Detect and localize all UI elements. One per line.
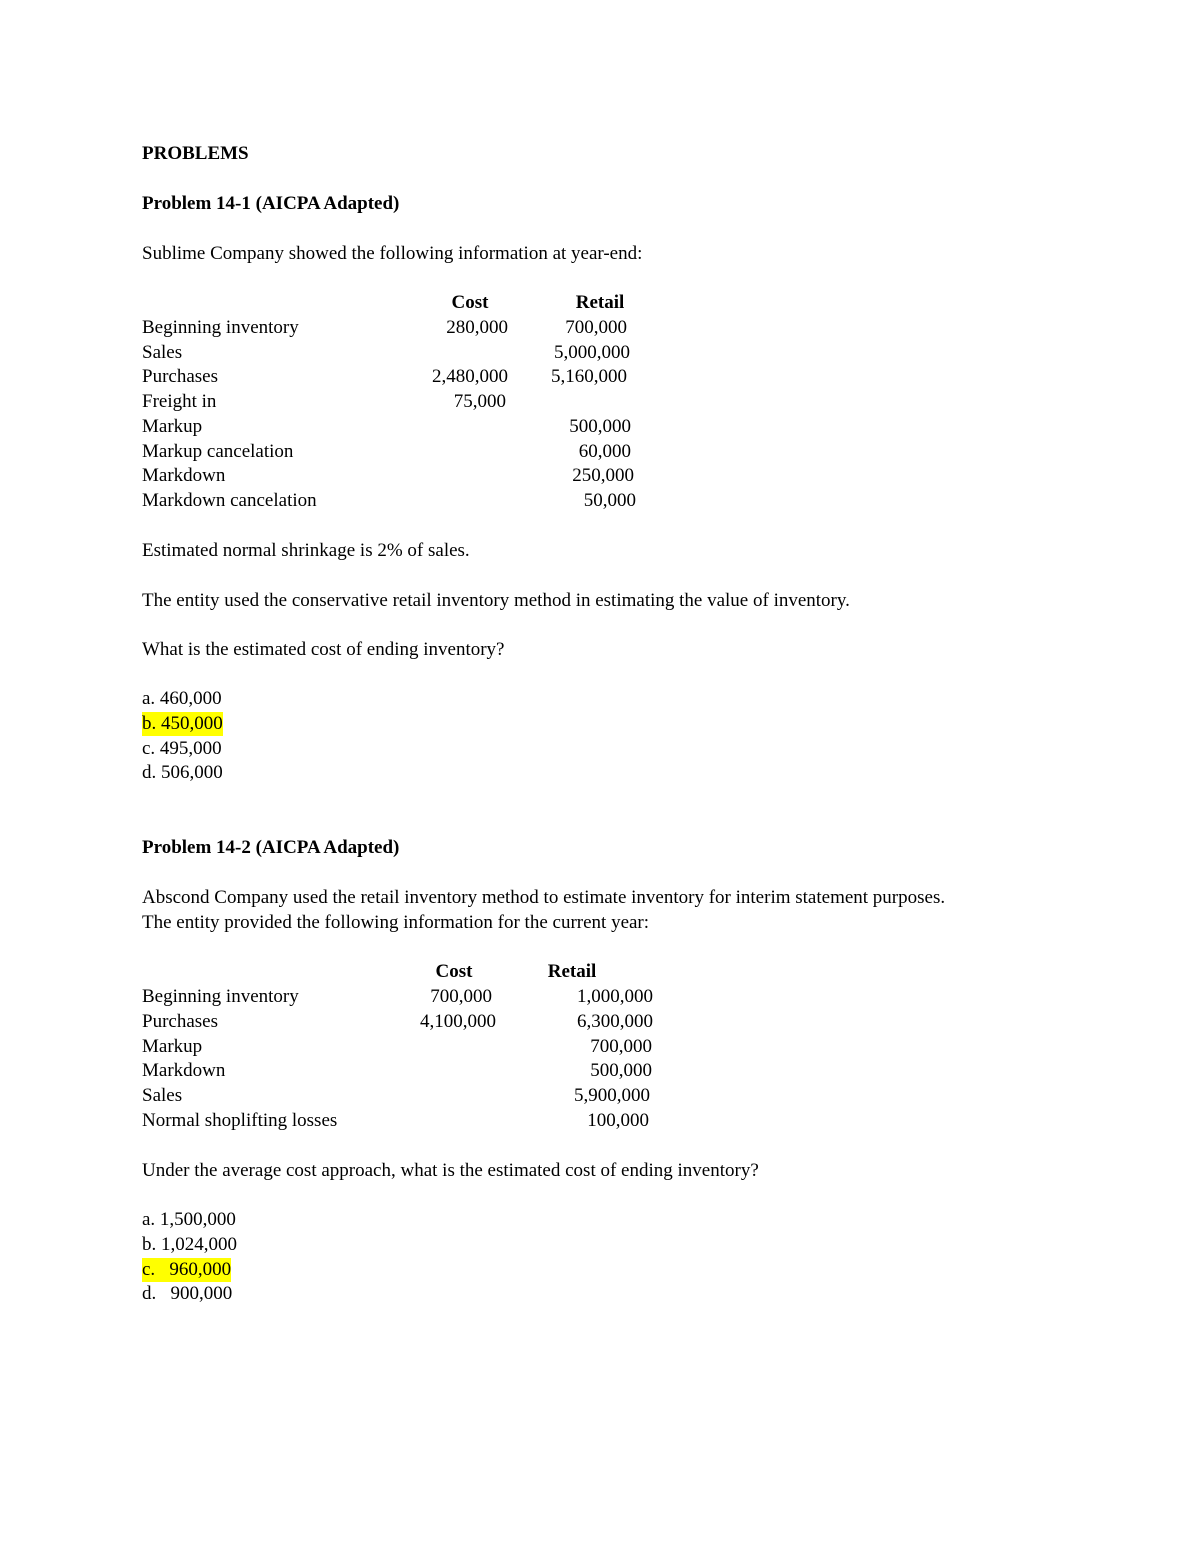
problem2-intro-line2: The entity provided the following information for the current year: bbox=[142, 912, 650, 933]
problem2-cost-header: Cost bbox=[435, 961, 473, 982]
problem1-shrinkage: Estimated normal shrinkage is 2% of sales. bbox=[142, 540, 470, 561]
choice-b: b. 1,024,000 bbox=[142, 1234, 237, 1255]
choice-a: a. 460,000 bbox=[142, 688, 222, 709]
table-cell-retail: 5,900,000 bbox=[574, 1085, 650, 1106]
table-row-label: Markup bbox=[142, 416, 203, 437]
table-row-label: Freight in bbox=[142, 391, 217, 412]
table-row-label: Markdown bbox=[142, 1060, 226, 1081]
choice-a: a. 1,500,000 bbox=[142, 1209, 236, 1230]
table-row-label: Markdown cancelation bbox=[142, 490, 317, 511]
problem2-intro-line1: Abscond Company used the retail inventory method to estimate inventory for interim statement purposes. bbox=[142, 887, 946, 908]
table-row-label: Beginning inventory bbox=[142, 986, 299, 1007]
table-row-label: Markup bbox=[142, 1036, 203, 1057]
table-row-label: Sales bbox=[142, 342, 183, 363]
table-cell-cost: 4,100,000 bbox=[420, 1011, 496, 1032]
page-heading: PROBLEMS bbox=[142, 143, 249, 164]
table-cell-retail: 5,000,000 bbox=[554, 342, 630, 363]
table-cell-retail: 1,000,000 bbox=[577, 986, 653, 1007]
table-cell-retail: 50,000 bbox=[583, 490, 636, 511]
table-row-label: Markup cancelation bbox=[142, 441, 294, 462]
table-row-label: Markdown bbox=[142, 465, 226, 486]
problem1-cost-header: Cost bbox=[451, 292, 489, 313]
table-cell-retail: 6,300,000 bbox=[577, 1011, 653, 1032]
table-cell-cost: 280,000 bbox=[446, 317, 508, 338]
problem1-retail-header: Retail bbox=[575, 292, 625, 313]
table-row-label: Purchases bbox=[142, 1011, 218, 1032]
table-row-label: Sales bbox=[142, 1085, 183, 1106]
table-row-label: Normal shoplifting losses bbox=[142, 1110, 338, 1131]
table-cell-retail: 700,000 bbox=[565, 317, 627, 338]
problem1-title: Problem 14-1 (AICPA Adapted) bbox=[142, 193, 400, 214]
problem1-question: What is the estimated cost of ending inventory? bbox=[142, 639, 505, 660]
problem1-intro: Sublime Company showed the following information at year-end: bbox=[142, 243, 643, 264]
choice-c: c. 495,000 bbox=[142, 738, 222, 759]
choice-d: d. 900,000 bbox=[142, 1283, 233, 1304]
table-row-label: Purchases bbox=[142, 366, 218, 387]
table-cell-retail: 100,000 bbox=[587, 1110, 649, 1131]
table-cell-cost: 700,000 bbox=[430, 986, 492, 1007]
table-cell-cost: 75,000 bbox=[453, 391, 506, 412]
choice-d: d. 506,000 bbox=[142, 762, 223, 783]
choice-c-highlighted: c. 960,000 bbox=[142, 1259, 232, 1280]
problem2-retail-header: Retail bbox=[547, 961, 597, 982]
table-row-label: Beginning inventory bbox=[142, 317, 299, 338]
problem2-question: Under the average cost approach, what is the estimated cost of ending inventory? bbox=[142, 1160, 759, 1181]
table-cell-retail: 60,000 bbox=[578, 441, 631, 462]
table-cell-cost: 2,480,000 bbox=[432, 366, 508, 387]
table-cell-retail: 500,000 bbox=[569, 416, 631, 437]
table-cell-retail: 250,000 bbox=[572, 465, 634, 486]
table-cell-retail: 500,000 bbox=[590, 1060, 652, 1081]
problem1-method: The entity used the conservative retail inventory method in estimating the value of inventory. bbox=[142, 590, 850, 611]
problem2-title: Problem 14-2 (AICPA Adapted) bbox=[142, 837, 400, 858]
choice-b-highlighted: b. 450,000 bbox=[142, 713, 223, 734]
table-cell-retail: 5,160,000 bbox=[551, 366, 627, 387]
table-cell-retail: 700,000 bbox=[590, 1036, 652, 1057]
